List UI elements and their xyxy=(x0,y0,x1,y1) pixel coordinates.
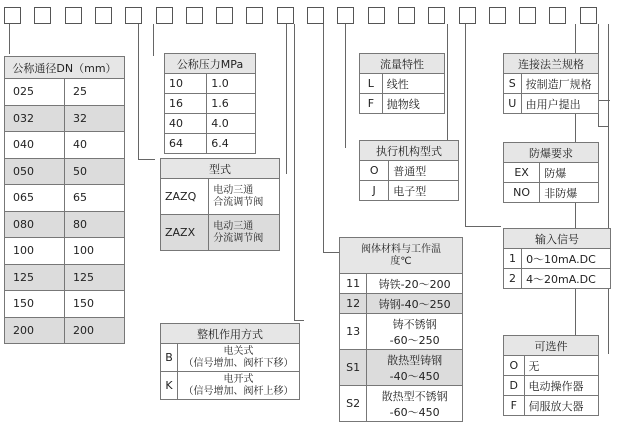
code-cell: 16 xyxy=(165,94,207,114)
code-cell: 40 xyxy=(165,114,207,134)
value-cell: 电动操作器 xyxy=(524,376,598,396)
code-cell: F xyxy=(360,94,383,114)
table-row xyxy=(5,317,125,344)
table-title: 连接法兰规格 xyxy=(504,54,599,74)
code-box xyxy=(34,7,51,24)
connector-line xyxy=(598,100,610,101)
table-row xyxy=(504,183,599,203)
type-code-cell: ZAZQ xyxy=(161,179,209,215)
table-row xyxy=(5,185,125,212)
code-box xyxy=(186,7,203,24)
value-cell: 抛物线 xyxy=(382,94,444,114)
material-code-cell: 11 xyxy=(340,274,367,294)
table-row xyxy=(5,238,125,265)
material-desc-cell xyxy=(367,294,463,314)
table-row xyxy=(161,179,280,215)
material-desc-line1: 散热型铸钢 xyxy=(387,353,443,367)
code-box xyxy=(549,7,566,24)
table-row xyxy=(504,396,599,416)
dn-code-cell: 050 xyxy=(5,158,65,185)
material-desc-cell xyxy=(367,274,463,294)
dn-value-cell: 200 xyxy=(65,317,125,344)
code-box xyxy=(246,7,263,24)
code-cell: S xyxy=(504,74,522,94)
code-cell: D xyxy=(504,376,525,396)
dn-value-cell: 100 xyxy=(65,238,125,265)
code-box xyxy=(125,7,142,24)
table-title xyxy=(340,238,463,274)
connector-line xyxy=(138,24,139,160)
code-cell: NO xyxy=(504,183,540,203)
value-cell: 6.4 xyxy=(207,134,256,154)
value-cell: 防爆 xyxy=(540,163,599,183)
table-row xyxy=(161,215,280,251)
type-desc-line1: 电动三通 xyxy=(213,220,254,232)
dn-value-cell: 65 xyxy=(65,185,125,212)
code-cell: 10 xyxy=(165,74,207,94)
value-cell: 无 xyxy=(524,356,598,376)
code-box xyxy=(337,7,354,24)
connector-line xyxy=(138,159,155,160)
code-cell: U xyxy=(504,94,522,114)
dn-code-cell: 025 xyxy=(5,79,65,106)
code-box xyxy=(428,7,445,24)
code-box xyxy=(95,7,112,24)
table-title: 公称压力MPa xyxy=(165,54,256,74)
table-row xyxy=(504,269,611,289)
connector-line xyxy=(294,320,304,321)
table-row xyxy=(504,94,599,114)
table-row xyxy=(5,264,125,291)
dn-value-cell: 80 xyxy=(65,211,125,238)
value-cell: 伺服放大器 xyxy=(524,396,598,416)
action-desc-line2: （信号增加、阀杆下移） xyxy=(183,357,294,369)
code-box xyxy=(519,7,536,24)
table-row xyxy=(504,376,599,396)
table-title: 流量特性 xyxy=(360,54,445,74)
explosion-proof-table xyxy=(503,142,599,203)
code-cell: O xyxy=(360,161,389,181)
value-cell: 由用户提出 xyxy=(521,94,598,114)
table-row xyxy=(161,344,300,372)
value-cell: 1.0 xyxy=(207,74,256,94)
dn-value-cell: 50 xyxy=(65,158,125,185)
flange-spec-table xyxy=(503,53,599,114)
table-row xyxy=(360,94,445,114)
action-code-cell: B xyxy=(161,344,178,372)
type-table xyxy=(160,158,280,251)
value-cell: 4.0 xyxy=(207,114,256,134)
material-desc-line2: -40～450 xyxy=(389,369,440,383)
dn-code-cell: 040 xyxy=(5,132,65,159)
connector-line xyxy=(294,24,295,320)
type-desc-cell xyxy=(209,179,280,215)
connector-line xyxy=(323,252,339,253)
value-cell: 电子型 xyxy=(389,181,459,201)
material-desc-line1: 铸钢-40～250 xyxy=(378,297,451,311)
code-box xyxy=(368,7,385,24)
table-row xyxy=(340,350,463,386)
table-title: 公称通径DN（mm） xyxy=(5,57,125,79)
optional-parts-table xyxy=(503,335,599,416)
table-row xyxy=(5,105,125,132)
table-title-line2: 度℃ xyxy=(390,255,412,267)
table-row xyxy=(5,158,125,185)
material-desc-cell xyxy=(367,350,463,386)
nominal-diameter-table xyxy=(4,56,125,344)
table-row xyxy=(165,74,256,94)
action-desc-line2: （信号增加、阀杆上移） xyxy=(183,385,294,397)
actuator-type-table xyxy=(359,140,459,201)
table-row xyxy=(340,386,463,422)
value-cell: 线性 xyxy=(382,74,444,94)
code-cell: O xyxy=(504,356,525,376)
dn-code-cell: 065 xyxy=(5,185,65,212)
connector-line xyxy=(153,24,154,56)
table-row xyxy=(340,274,463,294)
action-desc-line1: 电关式 xyxy=(223,345,254,357)
value-cell: 按制造厂规格 xyxy=(521,74,598,94)
table-row xyxy=(504,163,599,183)
connector-line xyxy=(447,24,448,52)
action-desc-cell xyxy=(177,372,299,400)
material-desc-line1: 铸铁-20～200 xyxy=(378,277,451,291)
table-row xyxy=(360,74,445,94)
body-material-table xyxy=(339,237,463,422)
action-mode-table xyxy=(160,323,300,400)
table-row xyxy=(5,211,125,238)
value-cell: 0～10mA.DC xyxy=(522,249,611,269)
dn-code-cell: 080 xyxy=(5,211,65,238)
code-box xyxy=(65,7,82,24)
table-row xyxy=(340,294,463,314)
action-desc-cell xyxy=(177,344,299,372)
material-code-cell: 12 xyxy=(340,294,367,314)
code-cell: 2 xyxy=(504,269,522,289)
table-row xyxy=(504,356,599,376)
dn-value-cell: 125 xyxy=(65,264,125,291)
connector-line xyxy=(465,24,466,226)
table-row xyxy=(161,372,300,400)
code-cell: 1 xyxy=(504,249,522,269)
table-row xyxy=(504,249,611,269)
dn-code-cell: 200 xyxy=(5,317,65,344)
table-title: 整机作用方式 xyxy=(161,324,300,344)
table-row xyxy=(5,79,125,106)
connector-line xyxy=(465,226,501,227)
value-cell: 非防爆 xyxy=(540,183,599,203)
connector-line xyxy=(608,24,609,354)
table-row xyxy=(165,134,256,154)
dn-code-cell: 125 xyxy=(5,264,65,291)
dn-code-cell: 150 xyxy=(5,291,65,318)
table-row xyxy=(165,114,256,134)
code-cell: L xyxy=(360,74,383,94)
type-desc-line2: 分流调节阀 xyxy=(213,232,264,244)
type-desc-line1: 电动三通 xyxy=(213,184,254,196)
code-box xyxy=(4,7,21,24)
input-signal-table xyxy=(503,228,611,289)
table-row xyxy=(504,74,599,94)
type-desc-line2: 合流调节阀 xyxy=(213,196,264,208)
table-row xyxy=(5,132,125,159)
code-box xyxy=(307,7,324,24)
action-code-cell: K xyxy=(161,372,178,400)
code-box xyxy=(216,7,233,24)
value-cell: 1.6 xyxy=(207,94,256,114)
table-title-line1: 阀体材料与工作温 xyxy=(361,243,441,255)
material-desc-cell xyxy=(367,314,463,350)
type-code-cell: ZAZX xyxy=(161,215,209,251)
code-cell: EX xyxy=(504,163,540,183)
dn-code-cell: 100 xyxy=(5,238,65,265)
table-row xyxy=(360,161,459,181)
table-title: 可选件 xyxy=(504,336,599,356)
code-cell: F xyxy=(504,396,525,416)
dn-value-cell: 150 xyxy=(65,291,125,318)
material-desc-line1: 散热型不锈钢 xyxy=(381,389,448,403)
dn-code-cell: 032 xyxy=(5,105,65,132)
material-desc-line2: -60～250 xyxy=(389,333,440,347)
value-cell: 普通型 xyxy=(389,161,459,181)
connector-line xyxy=(345,24,346,148)
code-box xyxy=(398,7,415,24)
table-row xyxy=(360,181,459,201)
table-title: 型式 xyxy=(161,159,280,179)
code-box xyxy=(156,7,173,24)
table-row xyxy=(5,291,125,318)
value-cell: 4～20mA.DC xyxy=(522,269,611,289)
dn-value-cell: 25 xyxy=(65,79,125,106)
material-code-cell: S2 xyxy=(340,386,367,422)
code-box xyxy=(459,7,476,24)
connector-line xyxy=(286,24,287,174)
action-desc-line1: 电开式 xyxy=(223,373,254,385)
code-cell: J xyxy=(360,181,389,201)
material-desc-cell xyxy=(367,386,463,422)
type-desc-cell xyxy=(209,215,280,251)
material-desc-line2: -60～450 xyxy=(389,405,440,419)
code-box xyxy=(489,7,506,24)
code-box xyxy=(580,7,597,24)
flow-characteristic-table xyxy=(359,53,445,114)
connector-line xyxy=(323,24,324,252)
dn-value-cell: 40 xyxy=(65,132,125,159)
code-box xyxy=(277,7,294,24)
material-code-cell: S1 xyxy=(340,350,367,386)
connector-line xyxy=(9,24,10,54)
table-title: 执行机构型式 xyxy=(360,141,459,161)
dn-value-cell: 32 xyxy=(65,105,125,132)
table-title: 防爆要求 xyxy=(504,143,599,163)
table-row xyxy=(165,94,256,114)
material-desc-line1: 铸不锈钢 xyxy=(392,317,437,331)
pressure-table xyxy=(164,53,256,154)
material-code-cell: 13 xyxy=(340,314,367,350)
table-row xyxy=(340,314,463,350)
code-cell: 64 xyxy=(165,134,207,154)
table-title: 输入信号 xyxy=(504,229,611,249)
